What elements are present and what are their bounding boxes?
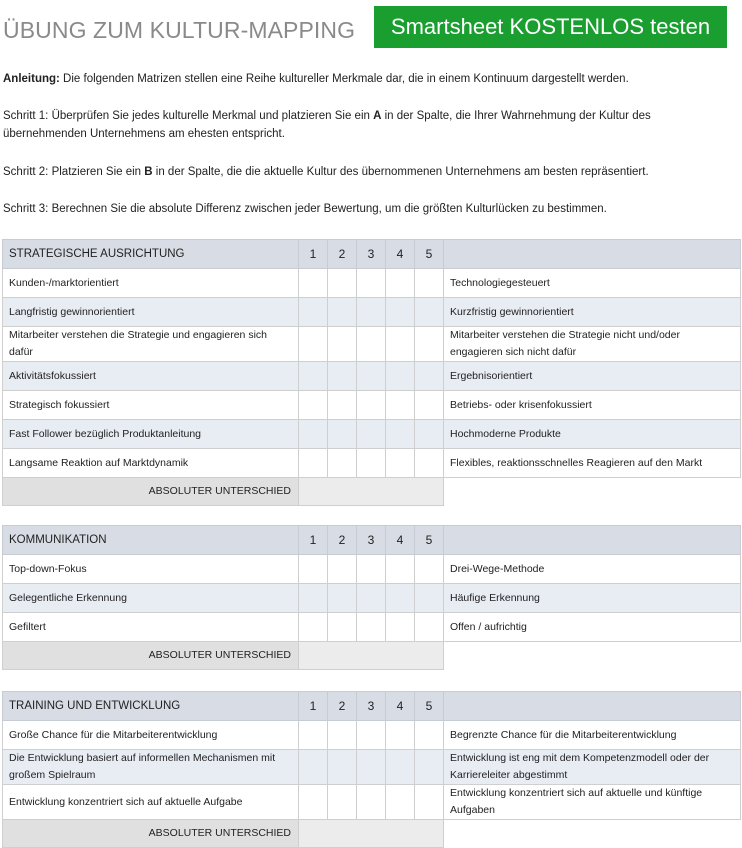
rating-cell-1[interactable]	[299, 298, 328, 327]
scale-label-1: 1	[299, 526, 328, 555]
trait-left: Kunden-/marktorientiert	[3, 269, 299, 298]
trait-left: Entwicklung konzentriert sich auf aktuelle Aufgabe	[3, 785, 299, 820]
trait-right: Offen / aufrichtig	[444, 613, 741, 642]
rating-cell-5[interactable]	[415, 269, 444, 298]
matrix-header-blank	[444, 692, 741, 721]
scale-label-4: 4	[386, 692, 415, 721]
rating-cell-4[interactable]	[386, 269, 415, 298]
rating-cell-2[interactable]	[328, 613, 357, 642]
trait-left: Langfristig gewinnorientiert	[3, 298, 299, 327]
try-smartsheet-button[interactable]: Smartsheet KOSTENLOS testen	[374, 6, 727, 48]
trait-right: Entwicklung konzentriert sich auf aktuelle und künftige Aufgaben	[444, 785, 741, 820]
absolute-difference-row	[3, 642, 741, 670]
matrix-header-blank	[444, 240, 741, 269]
section-strategische-ausrichtung	[2, 239, 740, 506]
rating-cell-1[interactable]	[299, 584, 328, 613]
table-row	[3, 327, 741, 362]
absolute-difference-label: ABSOLUTER UNTERSCHIED	[3, 820, 299, 848]
rating-cell-5[interactable]	[415, 555, 444, 584]
matrix-section-title: STRATEGISCHE AUSRICHTUNG	[3, 240, 299, 269]
table-row	[3, 555, 741, 584]
rating-cell-4[interactable]	[386, 613, 415, 642]
table-row	[3, 449, 741, 478]
rating-cell-5[interactable]	[415, 750, 444, 785]
step1-text-post: in der Spalte, die Ihrer Wahrnehmung der Kultur des übernehmenden Unternehmens am ehesten entspricht.	[3, 110, 651, 140]
rating-cell-1[interactable]	[299, 420, 328, 449]
rating-cell-1[interactable]	[299, 327, 328, 362]
instruction-intro	[3, 70, 713, 88]
rating-cell-1[interactable]	[299, 269, 328, 298]
rating-cell-4[interactable]	[386, 420, 415, 449]
table-row	[3, 362, 741, 391]
rating-cell-3[interactable]	[357, 269, 386, 298]
page-header	[0, 0, 742, 60]
rating-cell-3[interactable]	[357, 555, 386, 584]
culture-matrix-table	[2, 525, 741, 670]
rating-cell-3[interactable]	[357, 420, 386, 449]
scale-label-5: 5	[415, 526, 444, 555]
culture-matrix-table	[2, 239, 741, 506]
rating-cell-3[interactable]	[357, 362, 386, 391]
rating-cell-2[interactable]	[328, 449, 357, 478]
table-row	[3, 721, 741, 750]
scale-label-2: 2	[328, 240, 357, 269]
rating-cell-3[interactable]	[357, 584, 386, 613]
absolute-difference-label: ABSOLUTER UNTERSCHIED	[3, 478, 299, 506]
section-kommunikation	[2, 525, 740, 670]
absolute-difference-blank	[444, 642, 741, 670]
table-row	[3, 269, 741, 298]
rating-cell-2[interactable]	[328, 750, 357, 785]
trait-right: Entwicklung ist eng mit dem Kompetenzmodell oder der Karriereleiter abgestimmt	[444, 750, 741, 785]
section-training-und-entwicklung	[2, 691, 740, 848]
matrix-section-title: KOMMUNIKATION	[3, 526, 299, 555]
rating-cell-5[interactable]	[415, 327, 444, 362]
rating-cell-3[interactable]	[357, 327, 386, 362]
rating-cell-1[interactable]	[299, 785, 328, 820]
rating-cell-1[interactable]	[299, 750, 328, 785]
culture-matrix-table	[2, 691, 741, 848]
instruction-step-1	[3, 107, 713, 143]
trait-left: Gelegentliche Erkennung	[3, 584, 299, 613]
rating-cell-2[interactable]	[328, 584, 357, 613]
table-row	[3, 391, 741, 420]
absolute-difference-value[interactable]	[299, 820, 444, 848]
table-row	[3, 613, 741, 642]
rating-cell-3[interactable]	[357, 721, 386, 750]
rating-cell-1[interactable]	[299, 613, 328, 642]
table-row	[3, 298, 741, 327]
rating-cell-5[interactable]	[415, 721, 444, 750]
scale-label-5: 5	[415, 240, 444, 269]
trait-left: Top-down-Fokus	[3, 555, 299, 584]
trait-right: Häufige Erkennung	[444, 584, 741, 613]
rating-cell-2[interactable]	[328, 555, 357, 584]
rating-cell-2[interactable]	[328, 362, 357, 391]
trait-right: Kurzfristig gewinnorientiert	[444, 298, 741, 327]
scale-label-2: 2	[328, 692, 357, 721]
table-row	[3, 750, 741, 785]
scale-label-1: 1	[299, 240, 328, 269]
instruction-step-3: Schritt 3: Berechnen Sie die absolute Differenz zwischen jeder Bewertung, um die größten Kulturlücken zu bestimmen.	[3, 203, 607, 215]
absolute-difference-blank	[444, 820, 741, 848]
step1-text-pre: Schritt 1: Überprüfen Sie jedes kulturelle Merkmal und platzieren Sie ein	[3, 110, 374, 122]
rating-cell-1[interactable]	[299, 721, 328, 750]
trait-right: Technologiegesteuert	[444, 269, 741, 298]
absolute-difference-blank	[444, 478, 741, 506]
page-title: ÜBUNG ZUM KULTUR-MAPPING	[3, 17, 356, 43]
rating-cell-5[interactable]	[415, 584, 444, 613]
rating-cell-1[interactable]	[299, 555, 328, 584]
table-row	[3, 785, 741, 820]
absolute-difference-label: ABSOLUTER UNTERSCHIED	[3, 642, 299, 670]
scale-label-3: 3	[357, 526, 386, 555]
table-row	[3, 420, 741, 449]
trait-right: Ergebnisorientiert	[444, 362, 741, 391]
rating-cell-4[interactable]	[386, 391, 415, 420]
step2-text-pre: Schritt 2: Platzieren Sie ein	[3, 166, 145, 178]
scale-label-2: 2	[328, 526, 357, 555]
rating-cell-4[interactable]	[386, 298, 415, 327]
trait-left: Strategisch fokussiert	[3, 391, 299, 420]
trait-left: Mitarbeiter verstehen die Strategie und engagieren sich dafür	[3, 327, 299, 362]
rating-cell-1[interactable]	[299, 391, 328, 420]
rating-cell-2[interactable]	[328, 298, 357, 327]
rating-cell-5[interactable]	[415, 613, 444, 642]
instruction-label: Anleitung:	[3, 73, 60, 85]
rating-cell-4[interactable]	[386, 584, 415, 613]
trait-left: Gefiltert	[3, 613, 299, 642]
rating-cell-3[interactable]	[357, 750, 386, 785]
trait-left: Aktivitätsfokussiert	[3, 362, 299, 391]
step2-letter: B	[144, 166, 153, 178]
scale-label-1: 1	[299, 692, 328, 721]
absolute-difference-value[interactable]	[299, 642, 444, 670]
trait-right: Begrenzte Chance für die Mitarbeiterentwicklung	[444, 721, 741, 750]
rating-cell-5[interactable]	[415, 420, 444, 449]
rating-cell-4[interactable]	[386, 721, 415, 750]
rating-cell-5[interactable]	[415, 362, 444, 391]
scale-label-4: 4	[386, 240, 415, 269]
trait-left: Fast Follower bezüglich Produktanleitung	[3, 420, 299, 449]
trait-right: Flexibles, reaktionsschnelles Reagieren auf den Markt	[444, 449, 741, 478]
rating-cell-3[interactable]	[357, 298, 386, 327]
scale-label-4: 4	[386, 526, 415, 555]
trait-right: Drei-Wege-Methode	[444, 555, 741, 584]
rating-cell-1[interactable]	[299, 362, 328, 391]
matrix-section-title: TRAINING UND ENTWICKLUNG	[3, 692, 299, 721]
rating-cell-2[interactable]	[328, 327, 357, 362]
trait-right: Mitarbeiter verstehen die Strategie nicht und/oder engagieren sich nicht dafür	[444, 327, 741, 362]
rating-cell-3[interactable]	[357, 785, 386, 820]
instruction-step-2	[3, 163, 713, 181]
matrix-header-blank	[444, 526, 741, 555]
absolute-difference-row	[3, 820, 741, 848]
step2-text-post: in der Spalte, die die aktuelle Kultur des übernommenen Unternehmens am besten repräsentiert.	[152, 166, 649, 178]
matrix-header-row	[3, 692, 741, 721]
rating-cell-2[interactable]	[328, 391, 357, 420]
matrix-header-row	[3, 526, 741, 555]
trait-left: Die Entwicklung basiert auf informellen Mechanismen mit großem Spielraum	[3, 750, 299, 785]
matrix-header-row	[3, 240, 741, 269]
trait-left: Große Chance für die Mitarbeiterentwicklung	[3, 721, 299, 750]
rating-cell-2[interactable]	[328, 785, 357, 820]
absolute-difference-value[interactable]	[299, 478, 444, 506]
scale-label-3: 3	[357, 692, 386, 721]
rating-cell-3[interactable]	[357, 391, 386, 420]
absolute-difference-row	[3, 478, 741, 506]
rating-cell-4[interactable]	[386, 555, 415, 584]
rating-cell-4[interactable]	[386, 449, 415, 478]
step1-letter: A	[373, 110, 382, 122]
rating-cell-4[interactable]	[386, 327, 415, 362]
rating-cell-3[interactable]	[357, 613, 386, 642]
rating-cell-4[interactable]	[386, 785, 415, 820]
rating-cell-5[interactable]	[415, 298, 444, 327]
trait-right: Hochmoderne Produkte	[444, 420, 741, 449]
rating-cell-3[interactable]	[357, 449, 386, 478]
rating-cell-2[interactable]	[328, 269, 357, 298]
trait-left: Langsame Reaktion auf Marktdynamik	[3, 449, 299, 478]
rating-cell-2[interactable]	[328, 420, 357, 449]
rating-cell-2[interactable]	[328, 721, 357, 750]
rating-cell-1[interactable]	[299, 449, 328, 478]
rating-cell-4[interactable]	[386, 362, 415, 391]
table-row	[3, 584, 741, 613]
rating-cell-4[interactable]	[386, 750, 415, 785]
scale-label-5: 5	[415, 692, 444, 721]
rating-cell-5[interactable]	[415, 391, 444, 420]
rating-cell-5[interactable]	[415, 449, 444, 478]
trait-right: Betriebs- oder krisenfokussiert	[444, 391, 741, 420]
rating-cell-5[interactable]	[415, 785, 444, 820]
instruction-text: Die folgenden Matrizen stellen eine Reihe kultureller Merkmale dar, die in einem Kontinuum dargestellt werden.	[59, 73, 629, 85]
scale-label-3: 3	[357, 240, 386, 269]
